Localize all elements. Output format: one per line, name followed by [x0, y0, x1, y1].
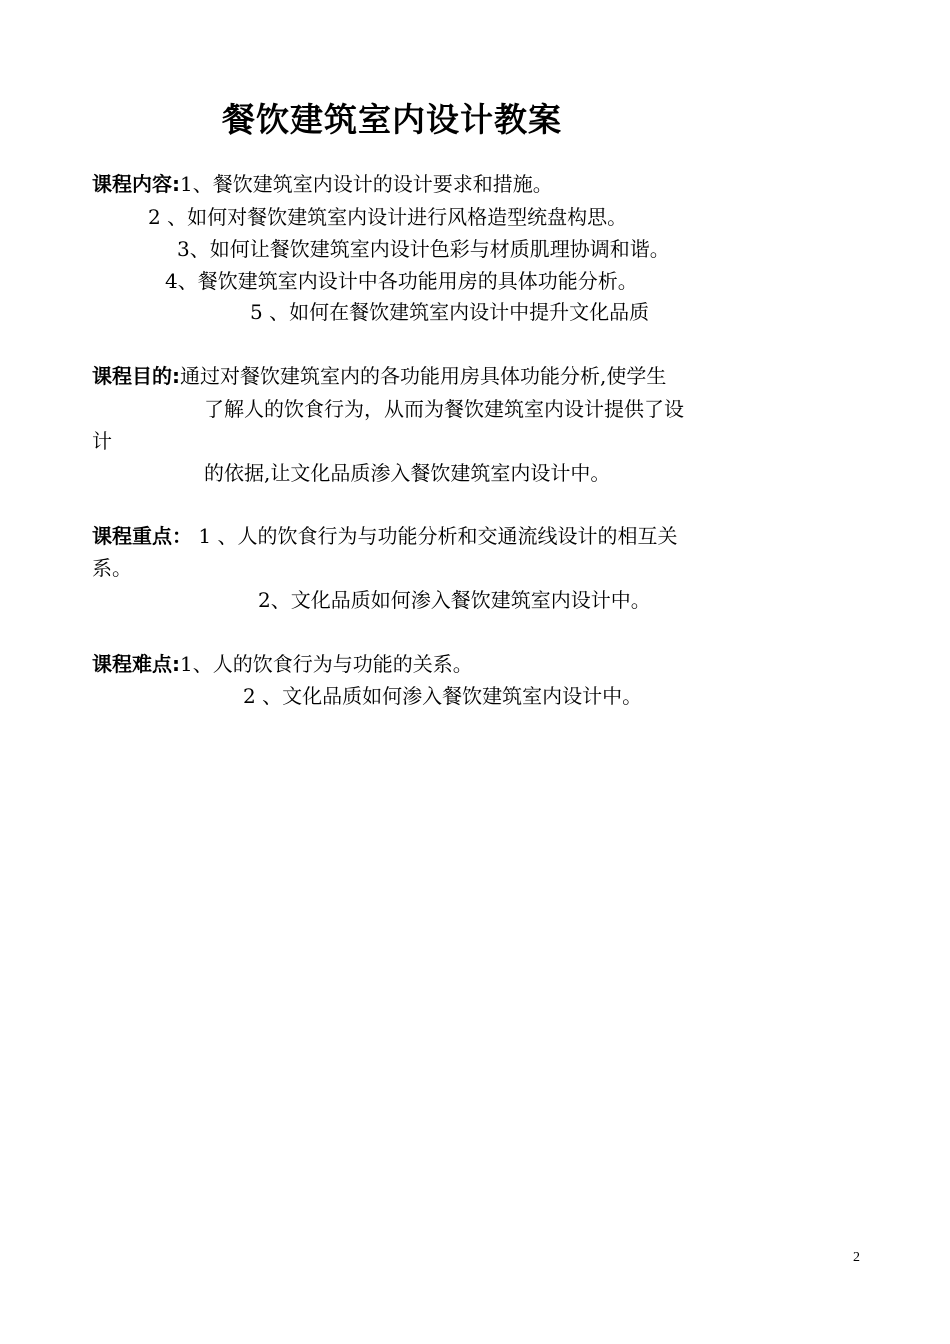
content-item-4: 4、餐饮建筑室内设计中各功能用房的具体功能分析。 — [165, 269, 638, 293]
difficulties-label: 课程难点: — [92, 652, 180, 676]
purpose-text-2: 了解人的饮食行为，从而为餐饮建筑室内设计提供了设 — [204, 397, 684, 421]
key-point-2: 2、文化品质如何渗入餐饮建筑室内设计中。 — [258, 588, 651, 612]
difficulty-2: 2 、文化品质如何渗入餐饮建筑室内设计中。 — [243, 684, 643, 708]
key-points-label: 课程重点： — [92, 524, 192, 548]
content-item-5: 5 、如何在餐饮建筑室内设计中提升文化品质 — [250, 300, 650, 324]
document-title: 餐饮建筑室内设计教案 — [222, 100, 562, 139]
difficulty-1: 1、人的饮食行为与功能的关系。 — [180, 652, 473, 676]
content-line-1 — [92, 172, 553, 196]
content-item-3: 3、如何让餐饮建筑室内设计色彩与材质肌理协调和谐。 — [177, 237, 670, 261]
purpose-text-1: 通过对餐饮建筑室内的各功能用房具体功能分析,使学生 — [180, 364, 667, 388]
content-item-1: 1、餐饮建筑室内设计的设计要求和措施。 — [180, 172, 553, 196]
purpose-text-3: 计 — [92, 429, 112, 453]
key-point-1: 1 、人的饮食行为与功能分析和交通流线设计的相互关 — [192, 524, 678, 548]
content-item-2: 2 、如何对餐饮建筑室内设计进行风格造型统盘构思。 — [148, 205, 628, 229]
key-points-line-1 — [92, 524, 677, 548]
page-number: 2 — [853, 1250, 860, 1265]
difficulties-line-1 — [92, 652, 473, 676]
purpose-label: 课程目的: — [92, 364, 180, 388]
purpose-line-1 — [92, 364, 666, 388]
purpose-text-4: 的依据,让文化品质渗入餐饮建筑室内设计中。 — [204, 461, 611, 485]
key-point-1-continued: 系。 — [92, 556, 132, 580]
content-label: 课程内容: — [92, 172, 180, 196]
